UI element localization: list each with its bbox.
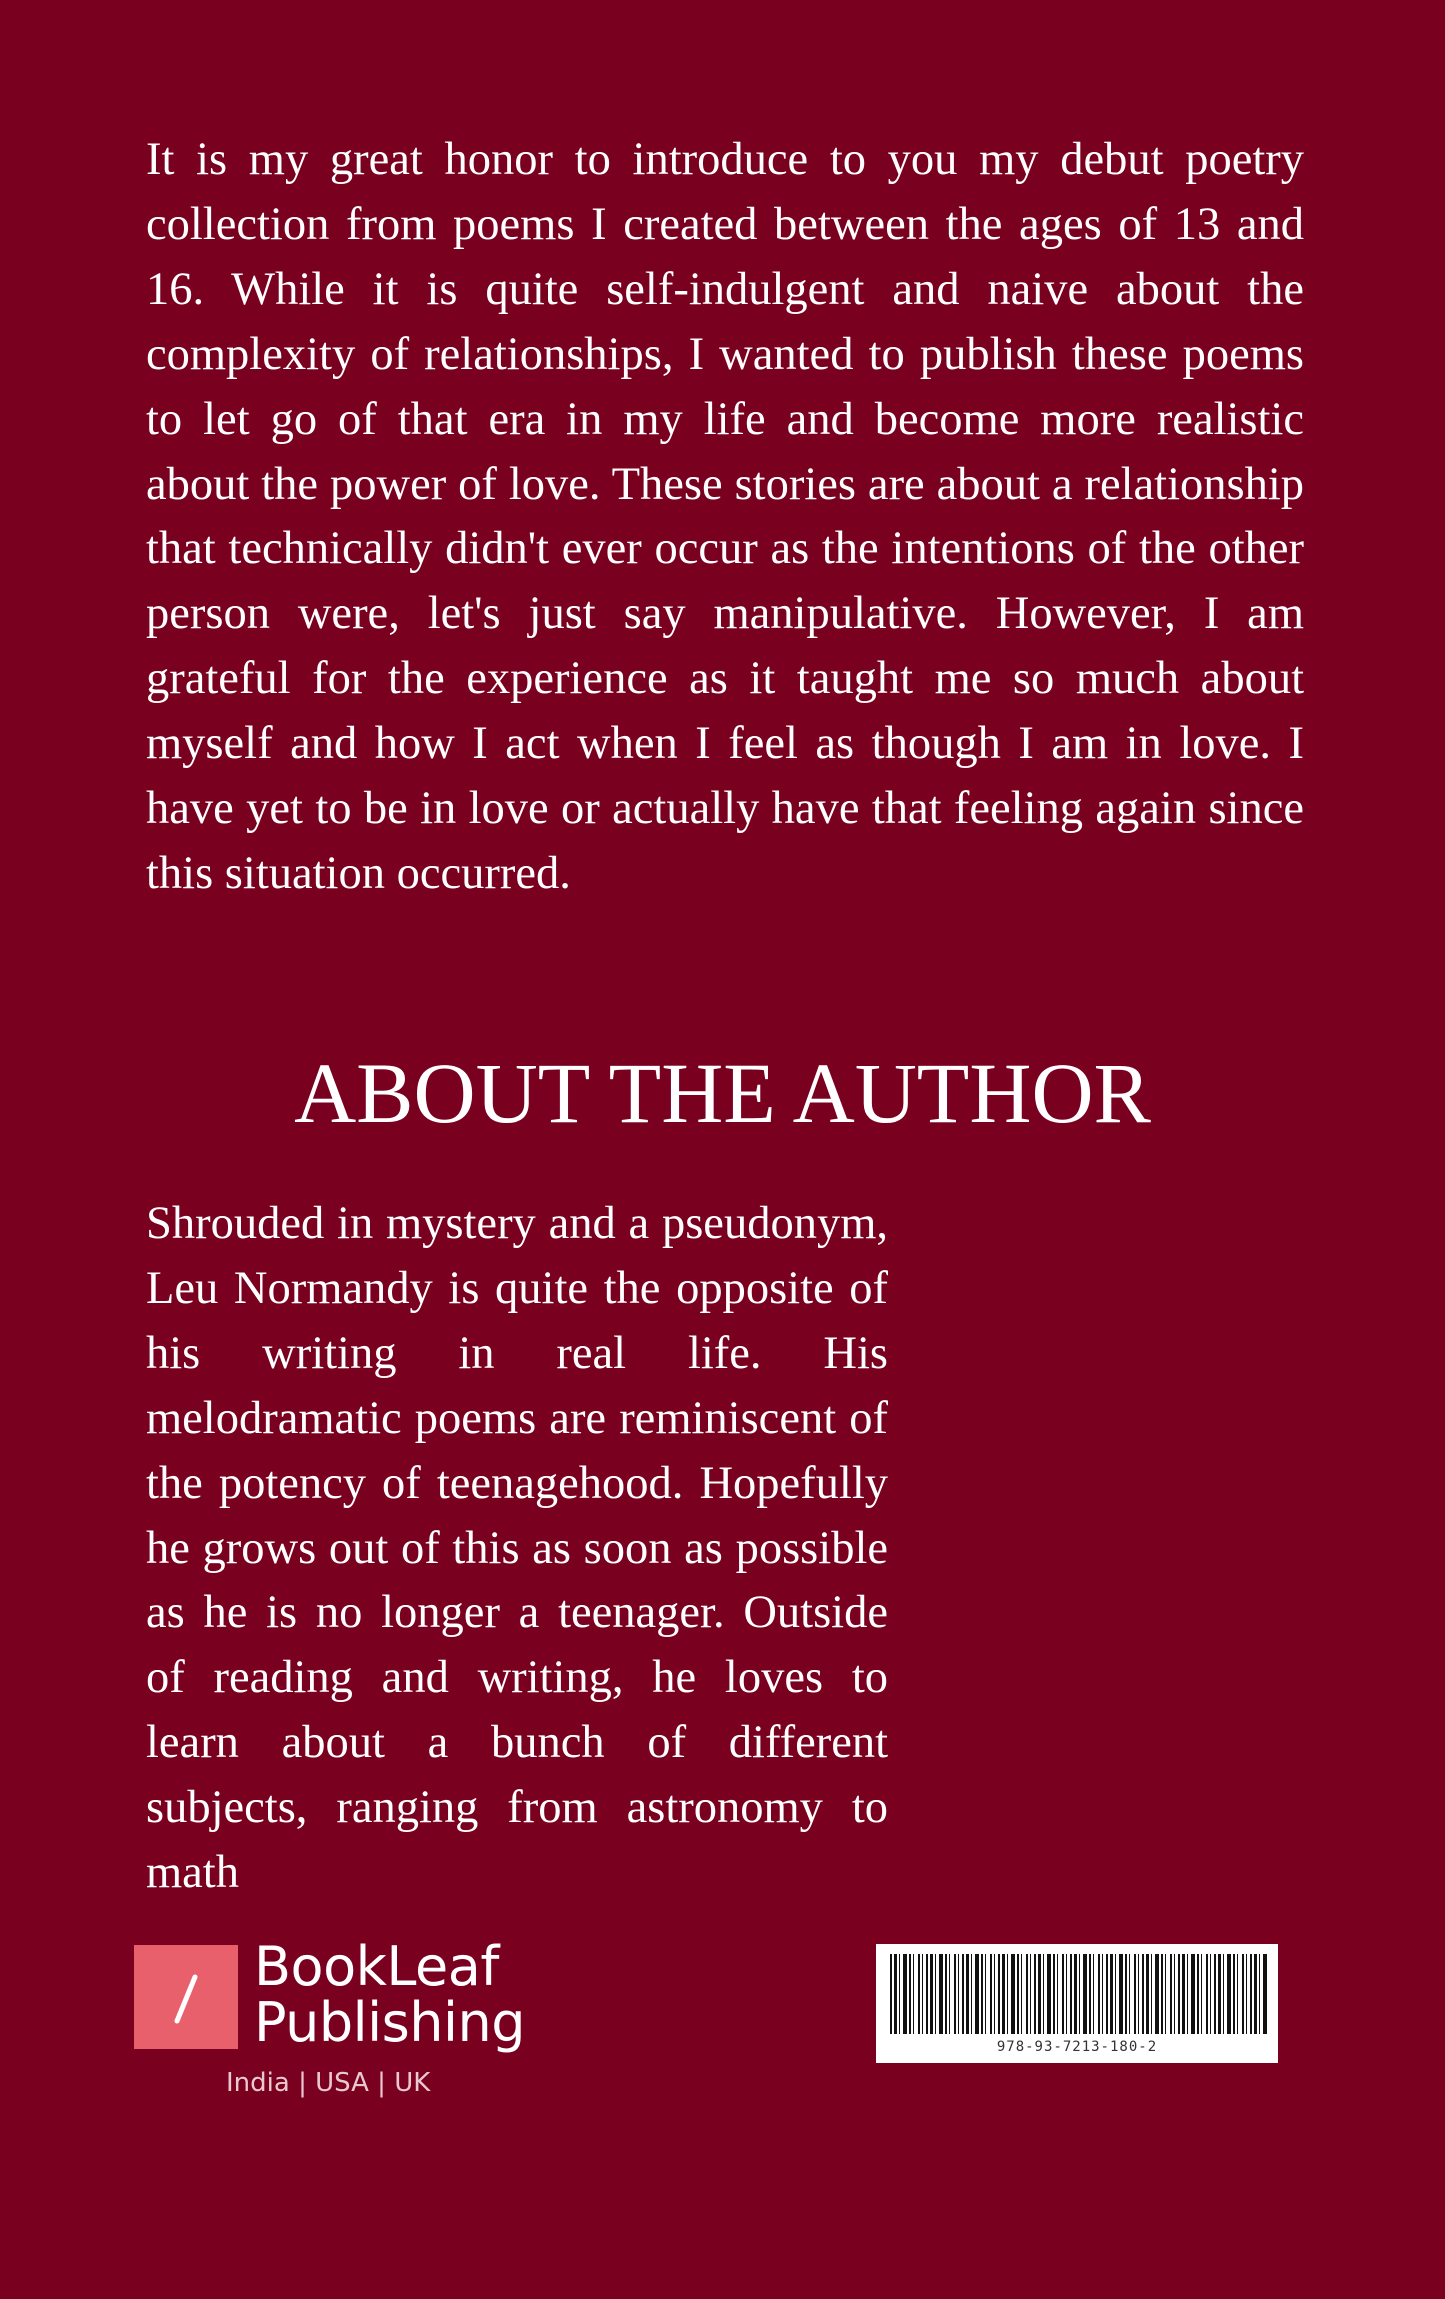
barcode-bar — [1062, 1954, 1064, 2034]
barcode-bar — [1155, 1954, 1159, 2034]
barcode-bar — [1191, 1954, 1195, 2034]
barcode-bar — [981, 1954, 983, 2034]
about-author-heading: ABOUT THE AUTHOR — [294, 1045, 1151, 1141]
barcode-bar — [1053, 1954, 1055, 2034]
barcode-bar — [1066, 1954, 1067, 2034]
barcode-bar — [962, 1954, 964, 2034]
barcode-bar — [1129, 1954, 1130, 2034]
barcode-bar — [1043, 1954, 1044, 2034]
barcode-bar — [1151, 1954, 1152, 2034]
barcode-bar — [994, 1954, 995, 2034]
barcode-bar — [1030, 1954, 1031, 2034]
barcode-bar — [1237, 1954, 1238, 2034]
barcode-bar — [1210, 1954, 1211, 2034]
barcode-bar — [1170, 1954, 1172, 2034]
barcode-bar — [990, 1954, 992, 2034]
barcode-bar — [1146, 1954, 1149, 2034]
barcode-bar — [1106, 1954, 1108, 2034]
logo-square — [134, 1945, 238, 2049]
barcode-bar — [1197, 1954, 1199, 2034]
barcode-bar — [971, 1954, 972, 2034]
barcode-bar — [1057, 1954, 1058, 2034]
barcode-bar — [1034, 1954, 1036, 2034]
barcode-bar — [1125, 1954, 1127, 2034]
barcode-bar — [1165, 1954, 1166, 2034]
barcode-bar — [975, 1954, 979, 2034]
barcode-bar — [1250, 1954, 1252, 2034]
barcode-bar — [1074, 1954, 1077, 2034]
barcode-bar — [1227, 1954, 1231, 2034]
isbn-barcode — [876, 1944, 1278, 2063]
barcode-bar — [1083, 1954, 1087, 2034]
barcode-bar — [954, 1954, 956, 2034]
barcode-bar — [913, 1954, 914, 2034]
publisher-name-line2: Publishing — [254, 1991, 525, 2054]
barcode-bar — [1026, 1954, 1028, 2034]
barcode-bar — [949, 1954, 950, 2034]
barcode-bar — [922, 1954, 923, 2034]
book-description: It is my great honor to introduce to you my debut poetry collection from poems I created between the ages of 13 and 16. While it is quite self-indulgent and naive about the complexity of relationships, I wanted to publish these poems to let go of that era in my life and become more realistic about the power of love. These stories are about a relationship that technically didn't ever occur as the intentions of the other person were, let's just say manipulative. However, I am grateful for the experience as it taught me so much about myself and how I act when I feel as though I am in love. I have yet to be in love or actually have that feeling again since this situation occurred. — [146, 134, 1304, 899]
slash-icon — [134, 1945, 238, 2049]
barcode-bar — [894, 1954, 897, 2034]
barcode-bar — [909, 1954, 911, 2034]
barcode-bar — [1187, 1954, 1188, 2034]
barcode-bar — [903, 1954, 907, 2034]
barcode-bar — [1214, 1954, 1216, 2034]
barcode-bar — [918, 1954, 920, 2034]
barcode-bar — [1093, 1954, 1094, 2034]
barcode-bar — [1102, 1954, 1103, 2034]
barcode-bar — [1038, 1954, 1041, 2034]
barcode-bar — [1174, 1954, 1175, 2034]
barcode-bar — [1218, 1954, 1221, 2034]
barcode-bar — [1206, 1954, 1208, 2034]
barcode-bar — [1138, 1954, 1139, 2034]
barcode-bar — [935, 1954, 936, 2034]
barcode-bar — [1079, 1954, 1080, 2034]
author-bio: Shrouded in mystery and a pseudonym, Leu Normandy is quite the opposite of his writing in real life. His melodramatic poems are reminiscent of the potency of teenagehood. Hopefully he grows out of this as soon as possible as he is no longer a teenager. Outside of reading and writing, he loves to learn about a bunch of different subjects, ranging from astronomy to math — [146, 1198, 888, 1899]
barcode-bar — [1246, 1954, 1247, 2034]
barcode-bar — [1017, 1954, 1019, 2034]
barcode-bar — [1178, 1954, 1180, 2034]
barcode-bar — [1070, 1954, 1072, 2034]
barcode-bar — [899, 1954, 900, 2034]
barcode-bar — [1098, 1954, 1100, 2034]
publisher-name-line1: BookLeaf — [254, 1935, 499, 1998]
barcode-bar — [1263, 1954, 1267, 2034]
barcode-bar — [1089, 1954, 1091, 2034]
barcode-bar — [1115, 1954, 1116, 2034]
barcode-bar — [926, 1954, 928, 2034]
barcode-bar — [890, 1954, 892, 2034]
barcode-bar — [945, 1954, 947, 2034]
barcode-bar — [1254, 1954, 1257, 2034]
barcode-bar — [966, 1954, 969, 2034]
barcode-bar — [930, 1954, 933, 2034]
barcode-bar — [1007, 1954, 1008, 2034]
barcode-bar — [1161, 1954, 1163, 2034]
barcode-bar — [1233, 1954, 1235, 2034]
isbn-number: 978-93-7213-180-2 — [996, 2039, 1158, 2055]
barcode-bar — [958, 1954, 959, 2034]
barcode-bar — [1002, 1954, 1005, 2034]
barcode-bar — [985, 1954, 986, 2034]
barcode-bar — [1201, 1954, 1202, 2034]
barcode-bar — [1011, 1954, 1015, 2034]
barcode-bar — [1134, 1954, 1136, 2034]
barcode-bar — [1259, 1954, 1260, 2034]
publisher-regions: India | USA | UK — [226, 2068, 431, 2098]
barcode-bar — [1223, 1954, 1224, 2034]
barcode-bar — [1182, 1954, 1185, 2034]
barcode-bar — [1119, 1954, 1123, 2034]
publisher-logo — [134, 1935, 534, 2113]
barcode-bar — [1242, 1954, 1244, 2034]
barcode-bar — [1110, 1954, 1113, 2034]
barcode-bar — [1047, 1954, 1051, 2034]
barcode-bar — [939, 1954, 943, 2034]
barcode-bar — [1142, 1954, 1144, 2034]
barcode-bar — [998, 1954, 1000, 2034]
barcode-bar — [1021, 1954, 1022, 2034]
